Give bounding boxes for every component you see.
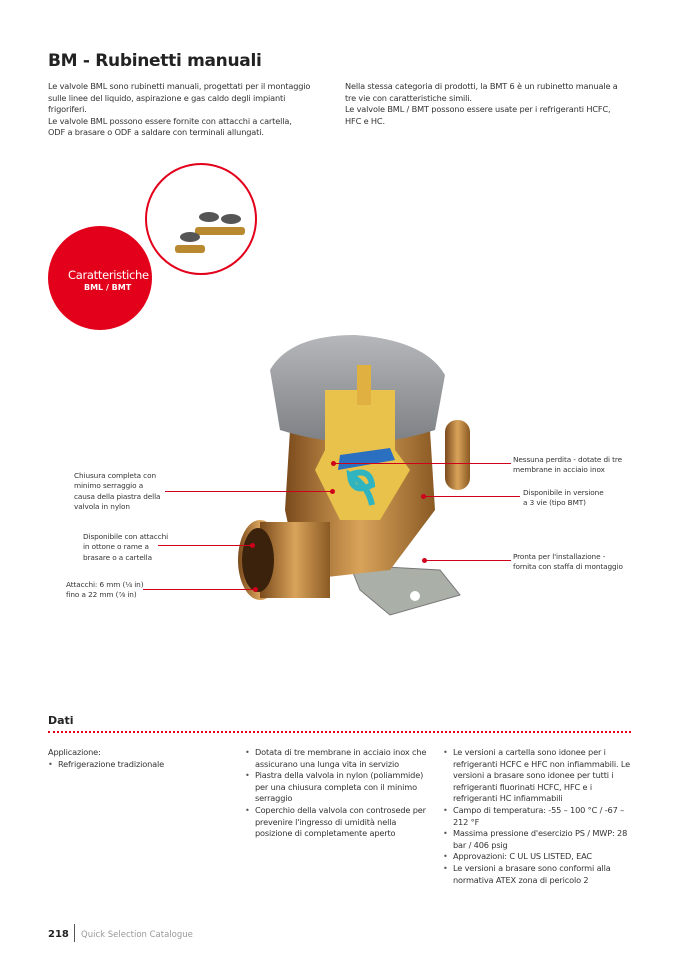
list-item: • Le versioni a brasare sono conformi alla normativa ATEX zona di pericolo 2: [443, 863, 635, 886]
text-line: HFC e HC.: [345, 115, 385, 126]
text-line: Nessuna perdita - dotate di tre: [513, 455, 623, 464]
text-line: Chiusura completa con: [74, 471, 156, 480]
callout-line: [165, 491, 332, 492]
list-item: • Campo di temperatura: -55 – 100 °C / -67 – 212 °F: [443, 805, 635, 828]
page-number: 218: [48, 929, 69, 940]
page-title: BM - Rubinetti manuali: [48, 51, 262, 71]
callout-membranes: [513, 455, 622, 476]
list-item: • Dotata di tre membrane in acciaio inox che assicurano una lunga vita in servizio: [245, 747, 435, 770]
text-line: sulle linee del liquido, aspirazione e gas caldo degli impianti: [48, 92, 286, 103]
text-line: Disponibile con attacchi: [83, 532, 169, 541]
application-label: Applicazione:: [48, 747, 101, 757]
text-line: causa della piastra della: [74, 491, 161, 501]
text-line: Attacchi: 6 mm (¹⁄₄ in): [66, 580, 144, 589]
section-heading: Dati: [48, 714, 74, 727]
list-item: • Refrigerazione tradizionale: [48, 759, 233, 771]
list-item: • Massima pressione d'esercizio PS / MWP: 28 bar / 406 psig: [443, 828, 635, 851]
callout-dot: [331, 461, 336, 466]
callout-connections: [83, 532, 168, 563]
dati-col-application: [48, 747, 233, 770]
text-line: ODF a brasare o ODF a saldare con terminali allungati.: [48, 127, 264, 138]
list-item: • Le versioni a cartella sono idonee per i refrigeranti HCFC e HFC non infiammabili. Le versioni a brasare sono idonee per tutti i refrigeranti fluorinati HCFC, HFC e i refrigeranti HC infiammabili: [443, 747, 635, 805]
list-item: • Approvazioni: C UL US LISTED, EAC: [443, 851, 635, 863]
footer-label: Quick Selection Catalogue: [81, 930, 193, 940]
thumbnail-circle: [145, 163, 257, 275]
footer-divider: [74, 924, 75, 942]
callout-line: [424, 560, 511, 561]
list-item: • Coperchio della valvola con controsede per prevenire l'ingresso di umidità nella posizione di completamente aperto: [245, 805, 435, 840]
intro-right: [345, 81, 645, 127]
text-line: Le valvole BML possono essere fornite con attacchi a cartella,: [48, 115, 292, 126]
text-line: Le valvole BML / BMT possono essere usate per i refrigeranti HCFC,: [345, 104, 611, 115]
callout-sizes: [66, 580, 143, 601]
callout-dot: [421, 494, 426, 499]
valve-cutaway-image: [230, 330, 480, 625]
text-line: minimo serraggio a: [74, 481, 144, 491]
callout-line: [333, 463, 511, 464]
callout-line: [143, 589, 255, 590]
callout-dot: [253, 587, 258, 592]
intro-left: [48, 81, 338, 139]
text-line: Disponibile in versione: [523, 488, 604, 497]
text-line: fornita con staffa di montaggio: [513, 562, 623, 572]
text-line: Nella stessa categoria di prodotti, la BMT 6 è un rubinetto manuale a: [345, 81, 618, 91]
text-line: Le valvole BML sono rubinetti manuali, progettati per il montaggio: [48, 81, 311, 91]
text-line: Pronta per l'installazione -: [513, 552, 606, 561]
dati-col-specs: [443, 747, 635, 886]
dati-col-features: [245, 747, 435, 840]
valves-thumbnail-image: [147, 165, 255, 273]
callout-line: [158, 545, 252, 546]
text-line: membrane in acciaio inox: [513, 465, 605, 475]
callout-dot: [330, 489, 335, 494]
text-line: frigoriferi.: [48, 104, 87, 115]
text-line: valvola in nylon: [74, 502, 130, 512]
badge-title: Caratteristiche: [68, 268, 149, 282]
badge-subtitle: BML / BMT: [84, 283, 132, 292]
callout-dot: [422, 558, 427, 563]
text-line: fino a 22 mm (⁷⁄₈ in): [66, 590, 137, 600]
callout-bracket: [513, 552, 623, 573]
text-line: in ottone o rame a: [83, 542, 149, 552]
list-item: • Piastra della valvola in nylon (poliammide) per una chiusura completa con il minimo serraggio: [245, 770, 435, 805]
callout-3way: [523, 488, 604, 509]
text-line: a 3 vie (tipo BMT): [523, 498, 586, 508]
callout-nylon-plate: [74, 471, 160, 513]
callout-dot: [250, 543, 255, 548]
callout-line: [423, 496, 520, 497]
text-line: brasare o a cartella: [83, 552, 152, 562]
dotted-divider: [48, 731, 631, 733]
text-line: tre vie con caratteristiche simili.: [345, 92, 472, 103]
